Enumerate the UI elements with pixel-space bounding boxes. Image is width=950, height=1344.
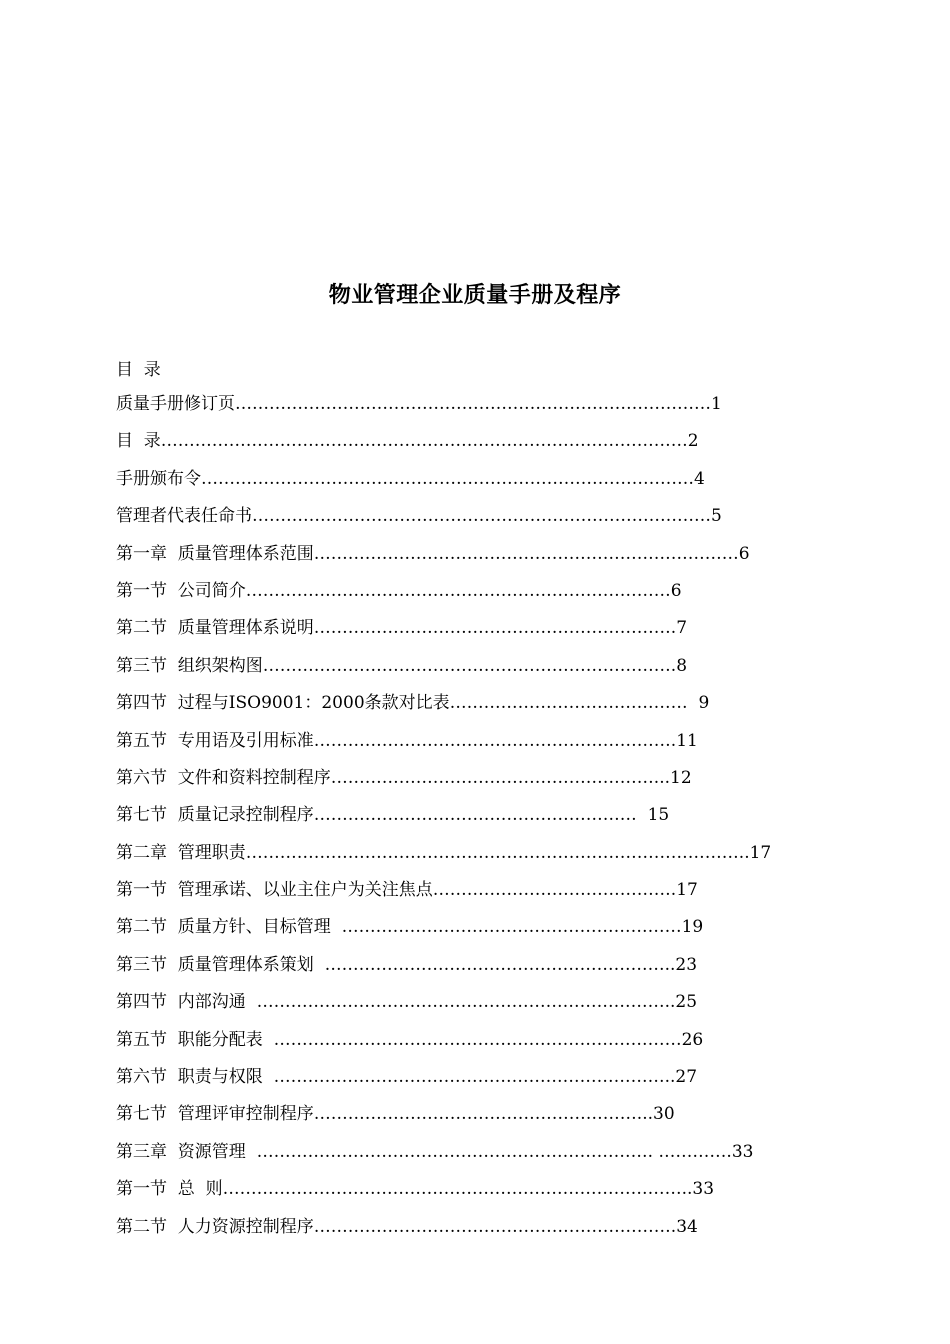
toc-entry: 质量手册修订页…………………………………………………………………………1 — [116, 394, 722, 414]
toc-entry: 目 录…………………………………………………………………………………2 — [116, 431, 699, 452]
toc-entry: 第二章 管理职责……………………………………………………………………………..17 — [116, 842, 772, 863]
toc-heading: 目 录 — [116, 360, 161, 380]
toc-entry: 第五节 专用语及引用标准……………………………………………………….11 — [116, 730, 698, 751]
toc-entry: 第一节 公司简介…………………………………………………………………6 — [116, 580, 682, 601]
toc-entry: 第三节 组织架构图……………………………………………………………….8 — [116, 655, 688, 676]
table-of-contents — [116, 392, 836, 1252]
toc-entry: 第三节 质量管理体系策划 ……………………………………………………..23 — [116, 954, 698, 975]
toc-entry: 手册颁布令……………………………………………………………………………4 — [116, 468, 705, 489]
toc-entry: 第二节 质量方针、目标管理 ……………………………………………………19 — [116, 917, 704, 938]
toc-entry: 第七节 管理评审控制程序…………………………………………………...30 — [116, 1104, 675, 1125]
document-title: 物业管理企业质量手册及程序 — [328, 282, 622, 308]
toc-entry: 第一章 质量管理体系范围…………………………………………………………………6 — [116, 543, 750, 564]
toc-entry: 第四节 内部沟通 ………………………………………………………………..25 — [116, 992, 698, 1013]
toc-entry: 第一节 总 则………………………………………………………………………..33 — [116, 1179, 715, 1200]
toc-entry: 管理者代表任命书………………………………………………………………………5 — [116, 506, 722, 527]
toc-entry: 第二节 人力资源控制程序……………………………………………………….34 — [116, 1216, 698, 1237]
toc-entry: 第三章 资源管理 ……………………………………………………………. ………….33 — [116, 1141, 754, 1162]
toc-entry: 第六节 职责与权限 ……………………………………………………………..27 — [116, 1067, 698, 1088]
toc-entry: 第二节 质量管理体系说明……………………………………………………….7 — [116, 618, 688, 639]
toc-entry: 第一节 管理承诺、以业主住户为关注焦点…………………………………….17 — [116, 880, 698, 901]
toc-entry: 第四节 过程与ISO9001：2000条款对比表…………………………………… 9 — [116, 693, 710, 714]
toc-entry: 第六节 文件和资料控制程序…………………………………………………...12 — [116, 767, 692, 788]
toc-entry: 第五节 职能分配表 ………………………………………………………………26 — [116, 1029, 704, 1050]
toc-entry: 第七节 质量记录控制程序………………………………………………… 15 — [116, 805, 670, 826]
